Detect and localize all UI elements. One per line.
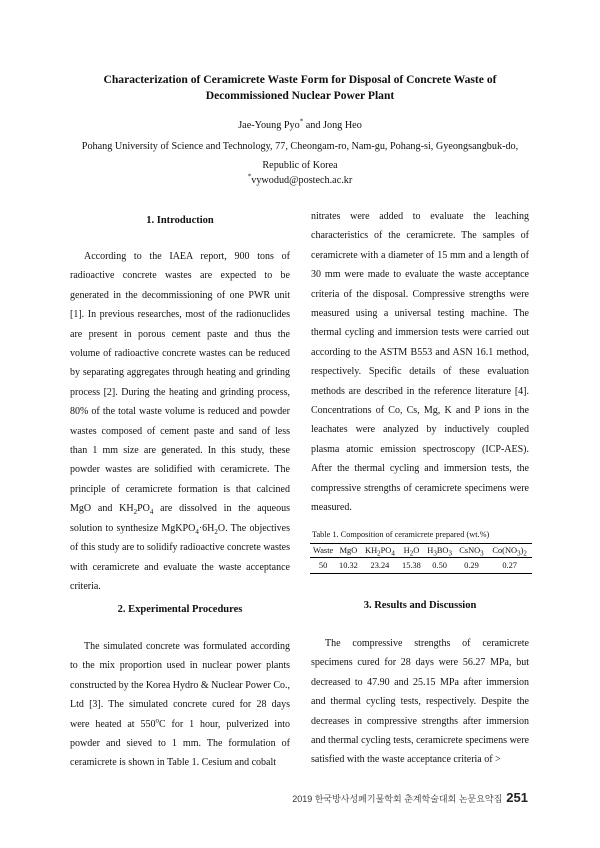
table-cell: 23.24 — [361, 558, 400, 574]
page-footer — [292, 790, 528, 805]
col-header-csno3: CsNO$_3$ — [456, 544, 488, 558]
composition-table — [310, 543, 532, 574]
table-caption: Table 1. Composition of ceramicrete prepared (wt.%) — [312, 530, 490, 539]
corresponding-email — [40, 172, 560, 186]
results-paragraph: The compressive strengths of ceramicrete specimens cured for 28 days were 56.27 MPa, but decreased to 47.90 and 25.15 MPa after immersion and thermal cycling tests, respectively. Despite the decreases in compressive strengths after immersion and thermal cycling tests, ceramicrete specimens were satisfied with the waste acceptance criteria of > — [311, 638, 529, 766]
table-cell: 50 — [310, 558, 336, 574]
email-address: vywodud@postech.ac.kr — [251, 175, 353, 186]
table-cell: 0.29 — [456, 558, 488, 574]
table-cell: 0.27 — [487, 558, 532, 574]
authors — [40, 117, 560, 131]
journal-name: 2019 한국방사성폐기물학회 춘계학술대회 논문요약집 — [292, 794, 503, 804]
title-line-2: Decommissioned Nuclear Power Plant — [205, 89, 395, 102]
table-cell: 10.32 — [336, 558, 360, 574]
intro-heading: 1. Introduction — [146, 215, 214, 226]
intro-body — [70, 247, 290, 596]
table-row — [310, 558, 532, 574]
intro-paragraph: According to the IAEA report, 900 tons of radioactive concrete wastes are expected to be generated in the decommissioning of one PWR unit [1]. In previous researches, most of the radionuclides are present in porous cement paste and thus the volume of radioactive concrete wastes can be reduced by separating aggregates through heating and grinding process [2]. During the heating and grinding process, 80% of the total waste volume is reduced and powder wastes composed of cement paste and sand of less than 1 mm size are generated. In this study, these powder wastes are solidified with ceramicrete. The principle of ceramicrete formation is that calcined MgO and $KH_2PO_4$ are dissolved in the aqueous solution to synthesize $MgKPO_4\cdot 6H_2O$. The objectives of this study are to solidify radioactive concrete wastes with ceramicrete and evaluate the waste acceptance criteria. — [70, 251, 291, 592]
results-body — [311, 634, 529, 770]
col-header-mgo: MgO — [336, 544, 360, 558]
table-header-row — [310, 544, 532, 558]
experimental-body — [70, 637, 290, 773]
corresponding-mark: * — [299, 117, 304, 126]
affiliation-line-1: Pohang University of Science and Technology, 77, Cheongam-ro, Nam-gu, Pohang-si, Gyeongsangbuk-do, — [81, 141, 519, 152]
page-number: 251 — [506, 790, 528, 805]
col-header-kh2po4: $KH_2PO_4$ — [361, 544, 400, 558]
affiliation — [40, 137, 560, 175]
affiliation-line-2: Republic of Korea — [262, 160, 338, 171]
col-header-h3bo3: $H_3BO_3$ — [424, 544, 456, 558]
paper-title — [40, 72, 560, 104]
author-2: and Jong Heo — [303, 120, 362, 131]
methods-continued-body — [311, 207, 529, 518]
col-header-waste: Waste — [310, 544, 336, 558]
results-heading: 3. Results and Discussion — [363, 600, 477, 611]
table-cell: 15.38 — [399, 558, 423, 574]
methods-continued-paragraph: nitrates were added to evaluate the leaching characteristics of the ceramicrete. The samples of ceramicrete with a diameter of 15 mm and a length of 30 mm were made to evaluate the waste acceptance criteria of the disposal. Compressive strengths were measured using a universal testing machine. The thermal cycling and immersion tests were carried out according to the ASTM B553 and ASN 16.1 method, respectively. Specific details of these evaluation methods are described in the reference literature [4]. Concentrations of Co, Cs, Mg, K and P ions in the leachates were analyzed by inductively coupled plasma atomic emission spectroscopy (ICP-AES). After the thermal cycling and immersion tests, the compressive strengths of ceramicrete specimens were measured. — [311, 211, 529, 514]
email-mark: * — [247, 172, 252, 181]
author-1: Jae-Young Pyo — [238, 120, 300, 131]
experimental-heading: 2. Experimental Procedures — [117, 604, 243, 615]
col-header-h2o: $H_2O$ — [399, 544, 423, 558]
table-cell: 0.50 — [424, 558, 456, 574]
title-line-1: Characterization of Ceramicrete Waste Form for Disposal of Concrete Waste of — [103, 73, 497, 86]
experimental-paragraph: The simulated concrete was formulated according to the mix proportion used in nuclear power plants constructed by the Korea Hydro & Nuclear Power Co., Ltd [3]. The simulated concrete cured for 28 days were heated at 550$^o$C for 1 hour, pulverized into powder and sieved to 1 mm. The formulation of ceramicrete is shown in Table 1. Cesium and cobalt — [70, 641, 290, 769]
col-header-cono3: $Co(NO_3)_2$ — [487, 544, 532, 558]
